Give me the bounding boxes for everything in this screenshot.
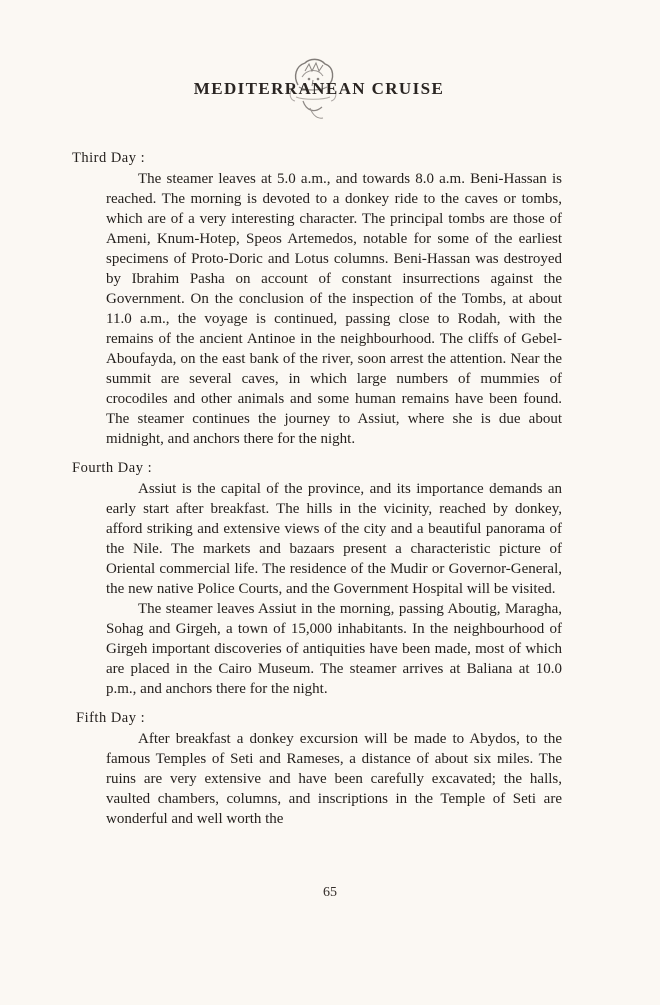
fifth-day-paragraph: After breakfast a donkey excursion will be made to Abydos, to the famous Temples of Seti and Rameses, a distance of about six miles. The ruins are very extensive and have been carefully excavated; the halls, vaulted chambers, columns, and inscriptions in the Temple of Seti are wonderful and well worth the [106,731,562,827]
fourth-day-paragraph-2: The steamer leaves Assiut in the morning, passing Aboutig, Maragha, Sohag and Girgeh, a town of 15,000 inhabitants. In the neighbourhood of Girgeh important discoveries of antiquities have been made, most of which are placed in the Cairo Museum. The steamer arrives at Baliana at 10.0 p.m., and anchors there for the night. [106,601,562,697]
page-number: 65 [323,885,337,900]
third-day-heading: Third Day : [72,150,146,166]
fourth-day-heading: Fourth Day : [72,460,153,476]
running-title: MEDITERRANEAN CRUISE [193,79,445,98]
fifth-day-section [72,708,562,829]
fifth-day-heading: Fifth Day : [76,710,146,726]
fourth-day-paragraph-1: Assiut is the capital of the province, and its importance demands an early start after breakfast. The hills in the vicinity, reached by donkey, afford striking and extensive views of the city and a beautiful panorama of the Nile. The markets and bazaars present a characteristic picture of Oriental commercial life. The residence of the Mudir or Governor-General, the new native Police Courts, and the Government Hospital will be visited. [106,481,562,597]
fourth-day-section [72,458,562,699]
third-day-paragraph: The steamer leaves at 5.0 a.m., and towards 8.0 a.m. Beni-Hassan is reached. The morning is devoted to a donkey ride to the caves or tombs, which are of a very interesting character. The principal tombs are those of Ameni, Knum-Hotep, Speos Artemedos, notable for some of the earliest specimens of Proto-Doric and Lotus columns. Beni-Hassan was destroyed by Ibrahim Pasha on account of constant insurrections against the Government. On the conclusion of the inspection of the Tombs, at about 11.0 a.m., the voyage is continued, passing close to Rodah, with the remains of the ancient Antinoe in the neighbourhood. The cliffs of Gebel-Aboufayda, on the east bank of the river, soon arrest the attention. Near the summit are several caves, in which large numbers of mummies of crocodiles and other animals and some human remains have been found. The steamer continues the journey to Assiut, where she is due about midnight, and anchors there for the night. [106,171,562,447]
page-body [72,148,562,829]
page-header [0,56,660,126]
third-day-section [72,148,562,449]
